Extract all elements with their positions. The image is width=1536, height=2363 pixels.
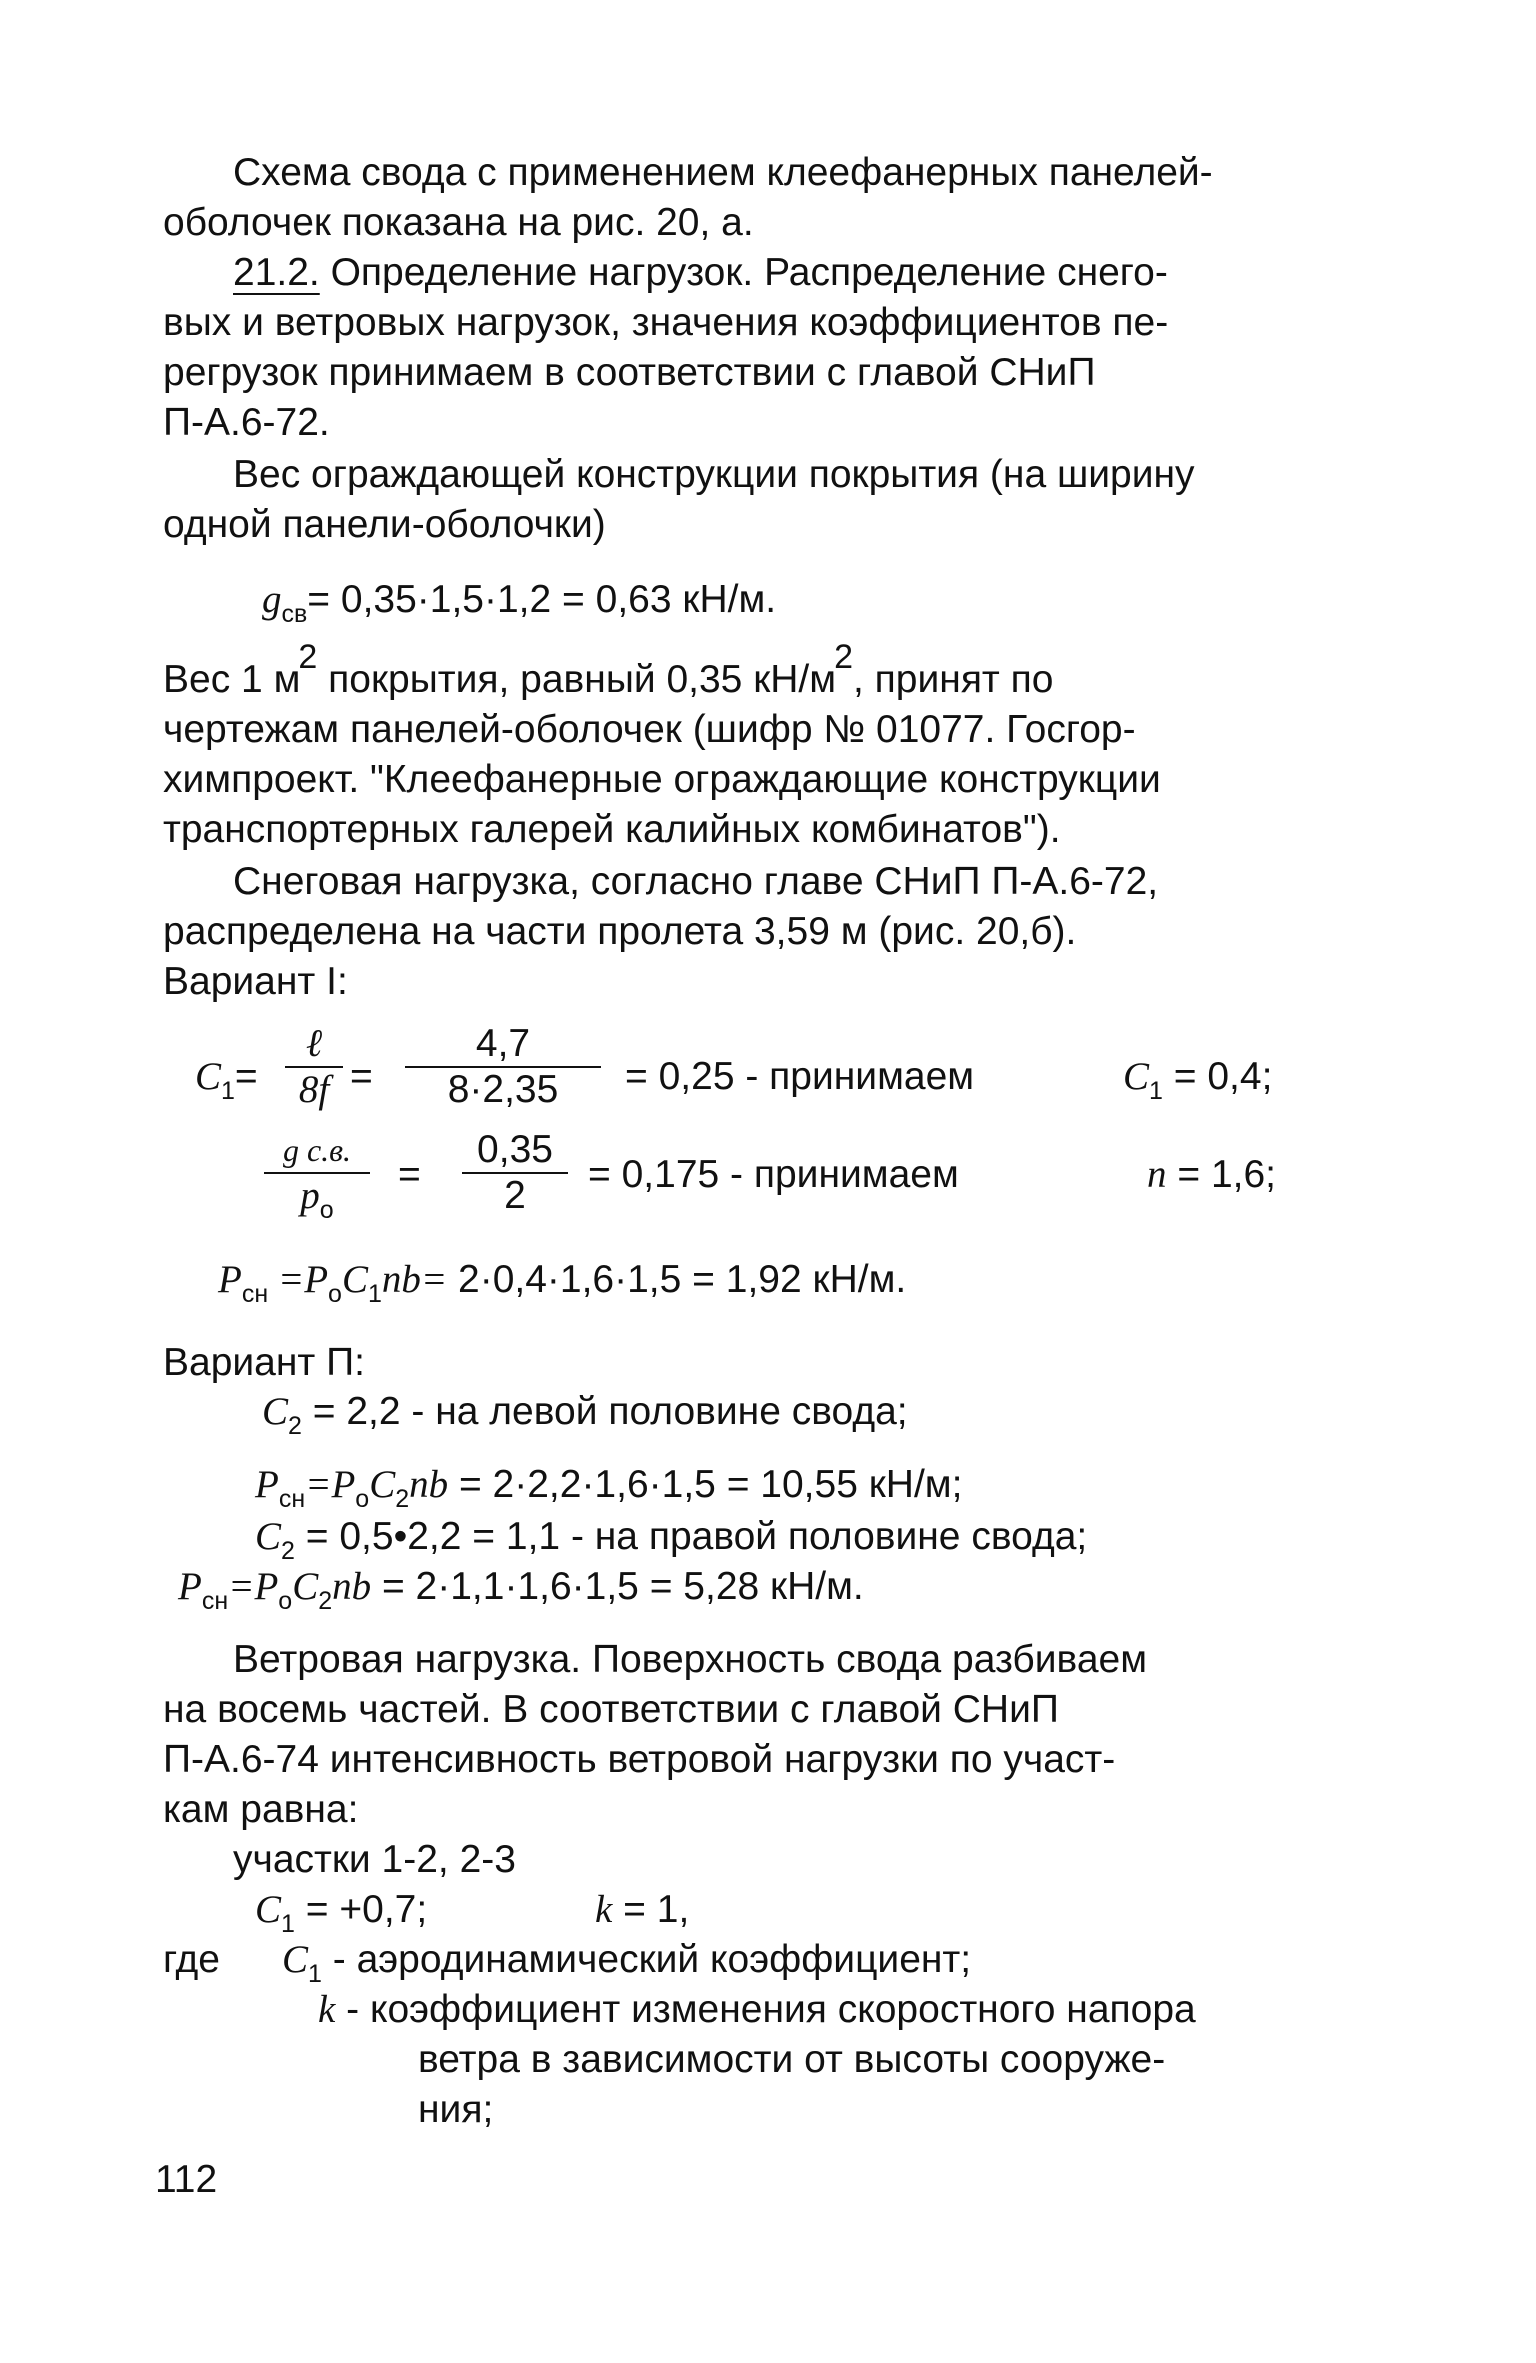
text-line: ветра в зависимости от высоты сооруже- <box>418 2038 1166 2081</box>
equation-wind-k: k = 1, <box>595 1888 690 1931</box>
text-line: одной панели-оболочки) <box>163 503 606 546</box>
definition-c1: $C_1$ - аэродинамический коэффициент; <box>282 1938 972 1988</box>
text-line: П-А.6-72. <box>163 401 330 444</box>
text-line: транспортерных галерей калийных комбинатов"). <box>163 808 1061 851</box>
where-label: где <box>163 1938 220 1981</box>
section-number: 21.2. <box>233 251 320 294</box>
n-accepted: n = 1,6; <box>1147 1153 1276 1196</box>
page-number: 112 <box>155 2158 218 2201</box>
text-line: П-А.6-74 интенсивность ветровой нагрузки по участ- <box>163 1738 1116 1781</box>
variant-heading: Вариант I: <box>163 960 348 1003</box>
section-heading-line <box>233 248 1168 298</box>
equation-pcn-right: $P_{сн}=P_oC_2nb = 2\cdot 1,1\cdot 1,6\cdot 1,5 = 5,28$ кН/м. <box>178 1565 864 1615</box>
equation-c1-lhs: $C_1=$ <box>195 1055 258 1105</box>
section-heading-text: Определение нагрузок. Распределение снего- <box>319 251 1168 294</box>
fraction-l-over-8f: ℓ 8f <box>283 1022 345 1112</box>
text-line: Схема свода с применением клеефанерных панелей- <box>233 151 1213 194</box>
equation-wind-c1: $C_1 = +0,7$; <box>255 1888 428 1938</box>
text-line: Ветровая нагрузка. Поверхность свода разбиваем <box>233 1638 1148 1681</box>
fraction-4-7: 4,7 8·2,35 <box>403 1022 603 1112</box>
text-line: кам равна: <box>163 1788 359 1831</box>
text-line: химпроект. "Клеефанерные ограждающие конструкции <box>163 758 1161 801</box>
fraction-0-35-over-2: 0,35 2 <box>460 1128 570 1218</box>
text-line: Вес 1 м2 покрытия, равный 0,35 кН/м2, принят по <box>163 638 1054 701</box>
text-line: регрузок принимаем в соответствии с главой СНиП <box>163 351 1096 394</box>
definition-k: k - коэффициент изменения скоростного напора <box>318 1988 1196 2031</box>
text-line: Вес ограждающей конструкции покрытия (на ширину <box>233 453 1195 496</box>
equation-self-weight: $g_{св}= 0,35\cdot 1,5\cdot 1,2 = 0,63$ кН/м. <box>262 578 777 628</box>
text-line: участки 1-2, 2-3 <box>233 1838 516 1881</box>
text-line: Снеговая нагрузка, согласно главе СНиП П-А.6-72, <box>233 860 1159 903</box>
c1-accepted: $C_1 = 0,4$; <box>1123 1055 1273 1105</box>
variant-heading: Вариант П: <box>163 1341 365 1384</box>
text-line: чертежам панелей-оболочек (шифр № 01077. Госгор- <box>163 708 1136 751</box>
fraction-g-over-p0: g c.в. $p_o$ <box>262 1128 372 1222</box>
text-line: оболочек показана на рис. 20, а. <box>163 201 754 244</box>
equation-pcn-left: $P_{сн}=P_oC_2nb = 2\cdot 2,2\cdot 1,6\cdot 1,5 = 10,55$ кН/м; <box>255 1463 963 1513</box>
equals-sign: = <box>398 1153 421 1196</box>
equals-sign: = <box>350 1055 373 1098</box>
text-line: на восемь частей. В соответствии с главой СНиП <box>163 1688 1059 1731</box>
equation-c2-right: $C_2$ = 0,5•2,2 = 1,1 - на правой половине свода; <box>255 1515 1088 1565</box>
c1-result: = 0,25 - принимаем <box>625 1055 975 1098</box>
equation-pcn-variant1: $P_{сн} =P_oC_1nb= 2\cdot 0,4\cdot 1,6\cdot 1,5 = 1,92$ кН/м. <box>218 1258 907 1308</box>
text-line: распределена на части пролета 3,59 м (рис. 20,б). <box>163 910 1077 953</box>
equation-c2-left: $C_2 = 2,2$ - на левой половине свода; <box>262 1390 908 1440</box>
text-line: вых и ветровых нагрузок, значения коэффициентов пе- <box>163 301 1169 344</box>
text-line: ния; <box>418 2088 494 2131</box>
n-result: = 0,175 - принимаем <box>588 1153 959 1196</box>
